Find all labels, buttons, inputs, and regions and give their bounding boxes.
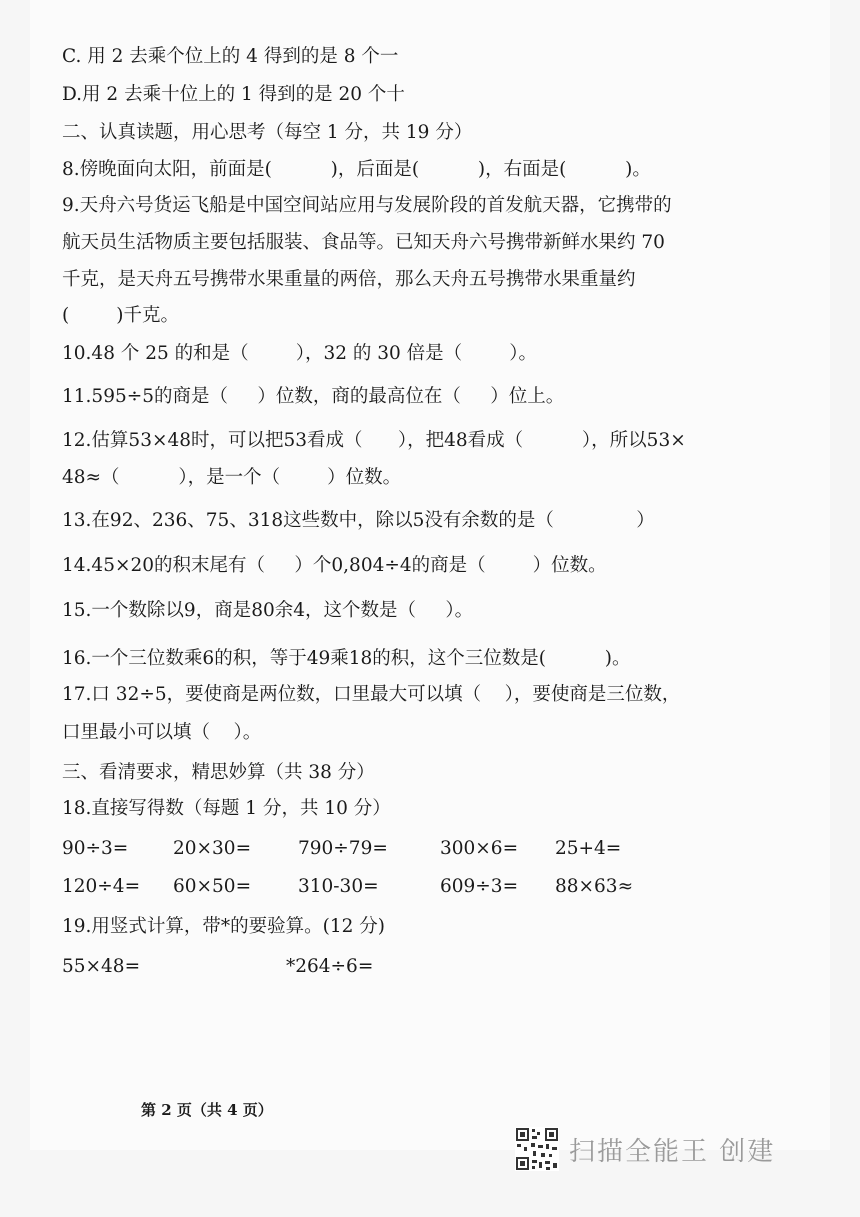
question-18: 18.直接写得数（每题 1 分，共 10 分） — [62, 798, 391, 819]
question-19: 19.用竖式计算，带*的要验算。(12 分) — [62, 916, 386, 937]
question-16: 16.一个三位数乘6的积，等于49乘18的积，这个三位数是( )。 — [62, 648, 631, 669]
oral-calc: 609÷3= — [440, 876, 519, 897]
question-14: 14.45×20的积末尾有（ ）个0,804÷4的商是（ ）位数。 — [62, 555, 607, 576]
question-9-line3: 千克，是天舟五号携带水果重量的两倍，那么天舟五号携带水果重量约 — [62, 269, 636, 290]
qr-code-icon — [515, 1127, 559, 1171]
scanner-watermark — [515, 1127, 775, 1171]
oral-calc: 790÷79= — [298, 838, 388, 859]
question-15: 15.一个数除以9，商是80余4，这个数是（ ）。 — [62, 600, 474, 621]
question-11: 11.595÷5的商是（ ）位数，商的最高位在（ ）位上。 — [62, 386, 565, 407]
oral-calc: 60×50= — [173, 876, 252, 897]
vertical-calc-item: *264÷6= — [286, 956, 374, 977]
oral-calc: 90÷3= — [62, 838, 129, 859]
section-3-title: 三、看清要求，精思妙算（共 38 分） — [62, 762, 375, 783]
oral-calc: 300×6= — [440, 838, 519, 859]
option-c: C. 用 2 去乘个位上的 4 得到的是 8 个一 — [62, 46, 399, 67]
oral-calc: 25+4= — [555, 838, 622, 859]
oral-calc: 310-30= — [298, 876, 379, 897]
question-9-line2: 航天员生活物质主要包括服装、食品等。已知天舟六号携带新鲜水果约 70 — [62, 232, 665, 253]
question-13: 13.在92、236、75、318这些数中，除以5没有余数的是（ ） — [62, 510, 655, 531]
oral-calc: 88×63≈ — [555, 876, 634, 897]
question-17-line2: 口里最小可以填（ ）。 — [62, 722, 262, 743]
question-9-line4: ( )千克。 — [62, 305, 179, 326]
question-17-line1: 17.口 32÷5，要使商是两位数，口里最大可以填（ ），要使商是三位数， — [62, 684, 681, 705]
question-9-line1: 9.天舟六号货运飞船是中国空间站应用与发展阶段的首发航天器，它携带的 — [62, 195, 672, 216]
section-2-title: 二、认真读题，用心思考（每空 1 分，共 19 分） — [62, 122, 473, 143]
question-12-line2: 48≈（ ），是一个（ ）位数。 — [62, 467, 402, 488]
watermark-text: 扫描全能王 创建 — [569, 1136, 776, 1167]
question-10: 10.48 个 25 的和是（ ），32 的 30 倍是（ ）。 — [62, 343, 537, 364]
question-12-line1: 12.估算53×48时，可以把53看成（ ），把48看成（ ），所以53× — [62, 430, 686, 451]
oral-calc: 20×30= — [173, 838, 252, 859]
vertical-calc-item: 55×48= — [62, 956, 141, 977]
oral-calc: 120÷4= — [62, 876, 141, 897]
page-number: 第 2 页（共 4 页） — [141, 1101, 273, 1119]
question-8: 8.傍晚面向太阳，前面是( )，后面是( )，右面是( )。 — [62, 159, 651, 180]
option-d: D.用 2 去乘十位上的 1 得到的是 20 个十 — [62, 84, 405, 105]
